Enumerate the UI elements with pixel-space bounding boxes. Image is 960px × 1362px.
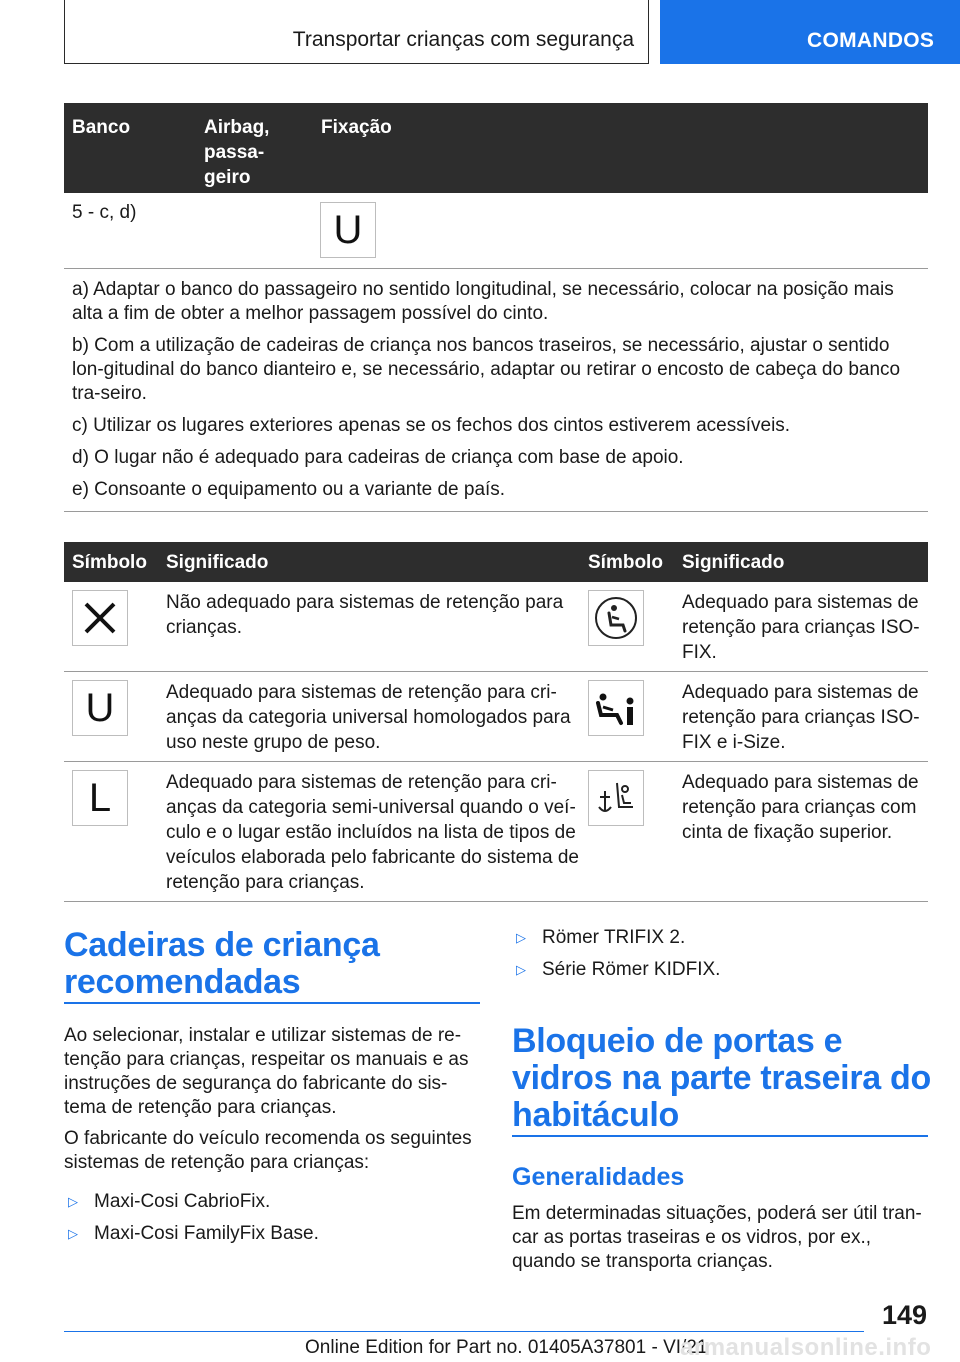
note-d: d) O lugar não é adequado para cadeiras de criança com base de apoio. xyxy=(72,447,684,468)
meaning-tether: Adequado para sistemas de retenção para crianças com cinta de fixação superior. xyxy=(682,772,919,843)
isize-seat-icon xyxy=(588,680,644,736)
isize-svg xyxy=(589,681,643,735)
meaning-semi-universal: Adequado para sistemas de retenção para cri-anças da categoria semi-universal quando o veí-culo e o lugar estão incluídos na lista de tipos de veículos elaborada pelo fabricante do sistema de retenção para crianças. xyxy=(166,772,579,893)
recommended-rule xyxy=(64,1002,480,1004)
recommended-para-2: O fabricante do veículo recomenda os seguintes sistemas de retenção para crianças: xyxy=(64,1128,472,1173)
recommended-list-left xyxy=(64,1186,480,1250)
recommended-title: Cadeiras de criança recomendadas xyxy=(64,926,380,1001)
lock-subtitle: Generalidades xyxy=(512,1163,685,1191)
list-item: ▷ Maxi-Cosi CabrioFix. xyxy=(64,1186,480,1218)
recommended-text xyxy=(64,1024,480,1182)
top-tether-icon xyxy=(588,770,644,826)
lock-title: Bloqueio de portas e vidros na parte traseira do habitáculo xyxy=(512,1022,931,1134)
recommended-para-1: Ao selecionar, instalar e utilizar sistemas de re-tenção para crianças, respeitar os manuais e as instruções de segurança do fabricante do sis-tema de retenção para crianças. xyxy=(64,1025,469,1118)
meaning-isofix: Adequado para sistemas de retenção para crianças ISO-FIX. xyxy=(682,592,920,663)
universal-u-icon: U xyxy=(320,202,376,258)
note-b: b) Com a utilização de cadeiras de criança nos bancos traseiros, se necessário, ajustar o sentido lon-gitudinal do banco dianteiro e, se necessário, adaptar ou retirar o encosto de cabeça do banco tra-seiro. xyxy=(72,335,901,404)
lock-text: Em determinadas situações, poderá ser útil tran-car as portas traseiras e os vidros, por ex., quando se transporta crianças. xyxy=(512,1203,922,1272)
lock-rule xyxy=(512,1135,928,1137)
cross-icon xyxy=(72,590,128,646)
divider xyxy=(64,511,928,512)
universal-u-icon: U xyxy=(72,680,128,736)
header-box xyxy=(64,0,649,64)
note-e: e) Consoante o equipamento ou a variante de país. xyxy=(72,479,506,500)
th-symbol-1: Símbolo xyxy=(72,552,147,573)
semi-universal-l-icon: L xyxy=(72,770,128,826)
th-fixation: Fixação xyxy=(321,117,392,138)
triangle-bullet-icon: ▷ xyxy=(516,930,526,945)
watermark: armanualsonline.info xyxy=(680,1334,932,1361)
th-meaning-2: Significado xyxy=(682,552,785,573)
meaning-isize: Adequado para sistemas de retenção para crianças ISO-FIX e i-Size. xyxy=(682,682,920,753)
isofix-svg xyxy=(589,591,643,645)
th-airbag: Airbag, passa- geiro xyxy=(204,117,270,188)
footer-rule xyxy=(64,1331,864,1332)
table1-row xyxy=(64,193,928,269)
seat-value: 5 - c, d) xyxy=(72,202,137,223)
table1-header xyxy=(64,103,928,193)
cross-svg xyxy=(73,591,127,645)
table-row xyxy=(64,762,928,902)
section-tab-label: COMANDOS xyxy=(807,29,935,52)
list-item: ▷ Maxi-Cosi FamilyFix Base. xyxy=(64,1218,480,1250)
meaning-universal: Adequado para sistemas de retenção para cri-anças da categoria universal homologados para uso neste grupo de peso. xyxy=(166,682,571,753)
footnotes xyxy=(72,278,924,510)
recommended-list-right xyxy=(512,922,928,986)
note-a: a) Adaptar o banco do passageiro no sentido longitudinal, se necessário, colocar na posição mais alta a fim de obter a melhor passagem possível do cinto. xyxy=(72,279,894,324)
tether-svg xyxy=(589,771,643,825)
table-row xyxy=(64,582,928,672)
triangle-bullet-icon: ▷ xyxy=(516,962,526,977)
list-item: ▷ Série Römer KIDFIX. xyxy=(512,954,928,986)
th-symbol-2: Símbolo xyxy=(588,552,663,573)
triangle-bullet-icon: ▷ xyxy=(68,1226,78,1241)
triangle-bullet-icon: ▷ xyxy=(68,1194,78,1209)
meaning-cross: Não adequado para sistemas de retenção para crianças. xyxy=(166,592,564,638)
footer-edition: Online Edition for Part no. 01405A37801 - VI/21 xyxy=(305,1337,708,1358)
isofix-seat-icon xyxy=(588,590,644,646)
th-meaning-1: Significado xyxy=(166,552,269,573)
header-title: Transportar crianças com segurança xyxy=(292,28,634,51)
section-tab[interactable] xyxy=(660,0,960,64)
note-c: c) Utilizar os lugares exteriores apenas se os fechos dos cintos estiverem acessíveis. xyxy=(72,415,791,436)
th-seat: Banco xyxy=(72,117,131,138)
table-row xyxy=(64,672,928,762)
table2-header xyxy=(64,542,928,582)
page-number: 149 xyxy=(882,1300,928,1330)
list-item: ▷ Römer TRIFIX 2. xyxy=(512,922,928,954)
